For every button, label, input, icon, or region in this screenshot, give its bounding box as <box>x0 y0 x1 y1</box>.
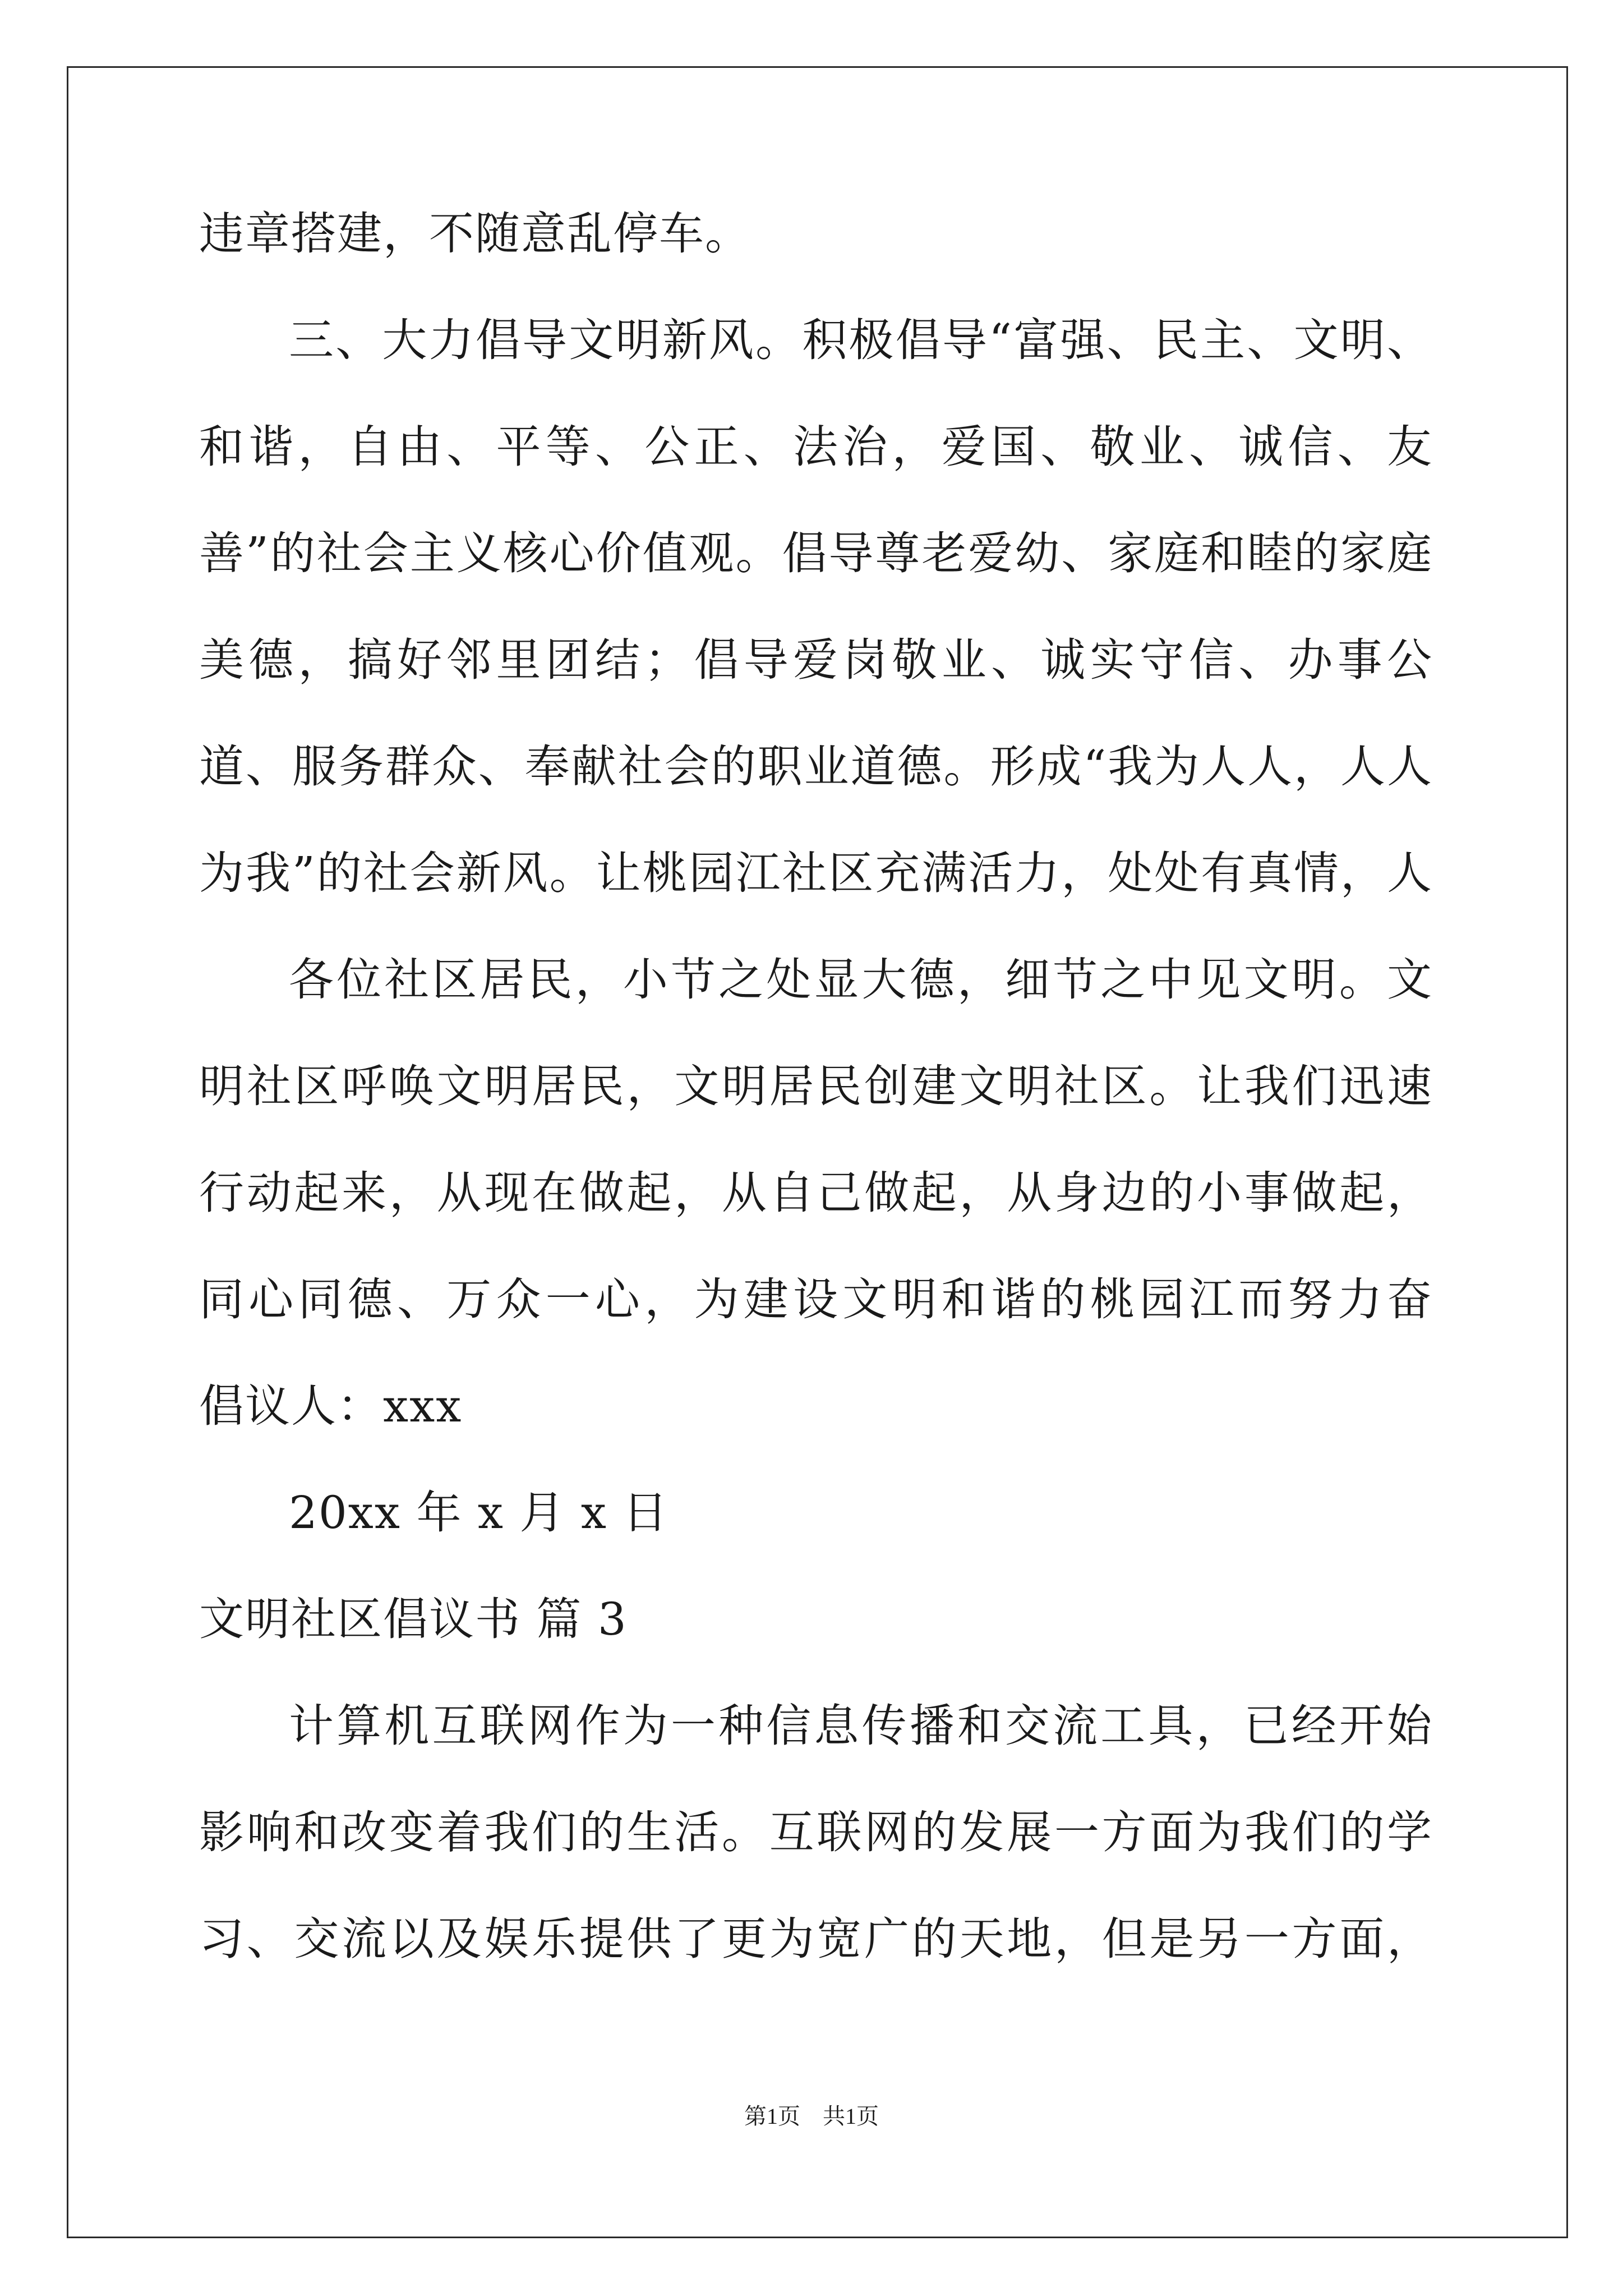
signatory-line: 倡议人：xxx <box>199 1380 463 1432</box>
date-line: 20xx 年 x 月 x 日 <box>289 1487 669 1539</box>
paragraph-internet-intro: 计算机互联网作为一种信息传播和交流工具，已经开始影响和改变着我们的生活。互联网的发展一方面为我们的学习、交流以及娱乐提供了更为宽广的天地，但是另一方面， <box>199 1700 1433 1965</box>
page-footer: 第1页 共1页 <box>744 2104 879 2129</box>
section-heading: 文明社区倡议书 篇 3 <box>199 1593 628 1645</box>
paragraph-call-to-action: 各位社区居民，小节之处显大德，细节之中见文明。文明社区呼唤文明居民，文明居民创建文明社区。让我们迅速行动起来，从现在做起，从自己做起，从身边的小事做起，同心同德、万众一心，为建设文明和谐的桃园江而努力奋 <box>199 954 1433 1326</box>
paragraph-civility-promotion: 三、大力倡导文明新风。积极倡导“富强、民主、文明、和谐，自由、平等、公正、法治，爱国、敬业、诚信、友善”的社会主义核心价值观。倡导尊老爱幼、家庭和睦的家庭美德，搞好邻里团结；倡导爱岗敬业、诚实守信、办事公道、服务群众、奉献社会的职业道德。形成“我为人人，人人为我”的社会新风。让桃园江社区充满活力，处处有真情，人 <box>199 314 1433 899</box>
paragraph-continuation: 违章搭建，不随意乱停车。 <box>199 208 751 260</box>
document-body <box>199 181 1433 1993</box>
